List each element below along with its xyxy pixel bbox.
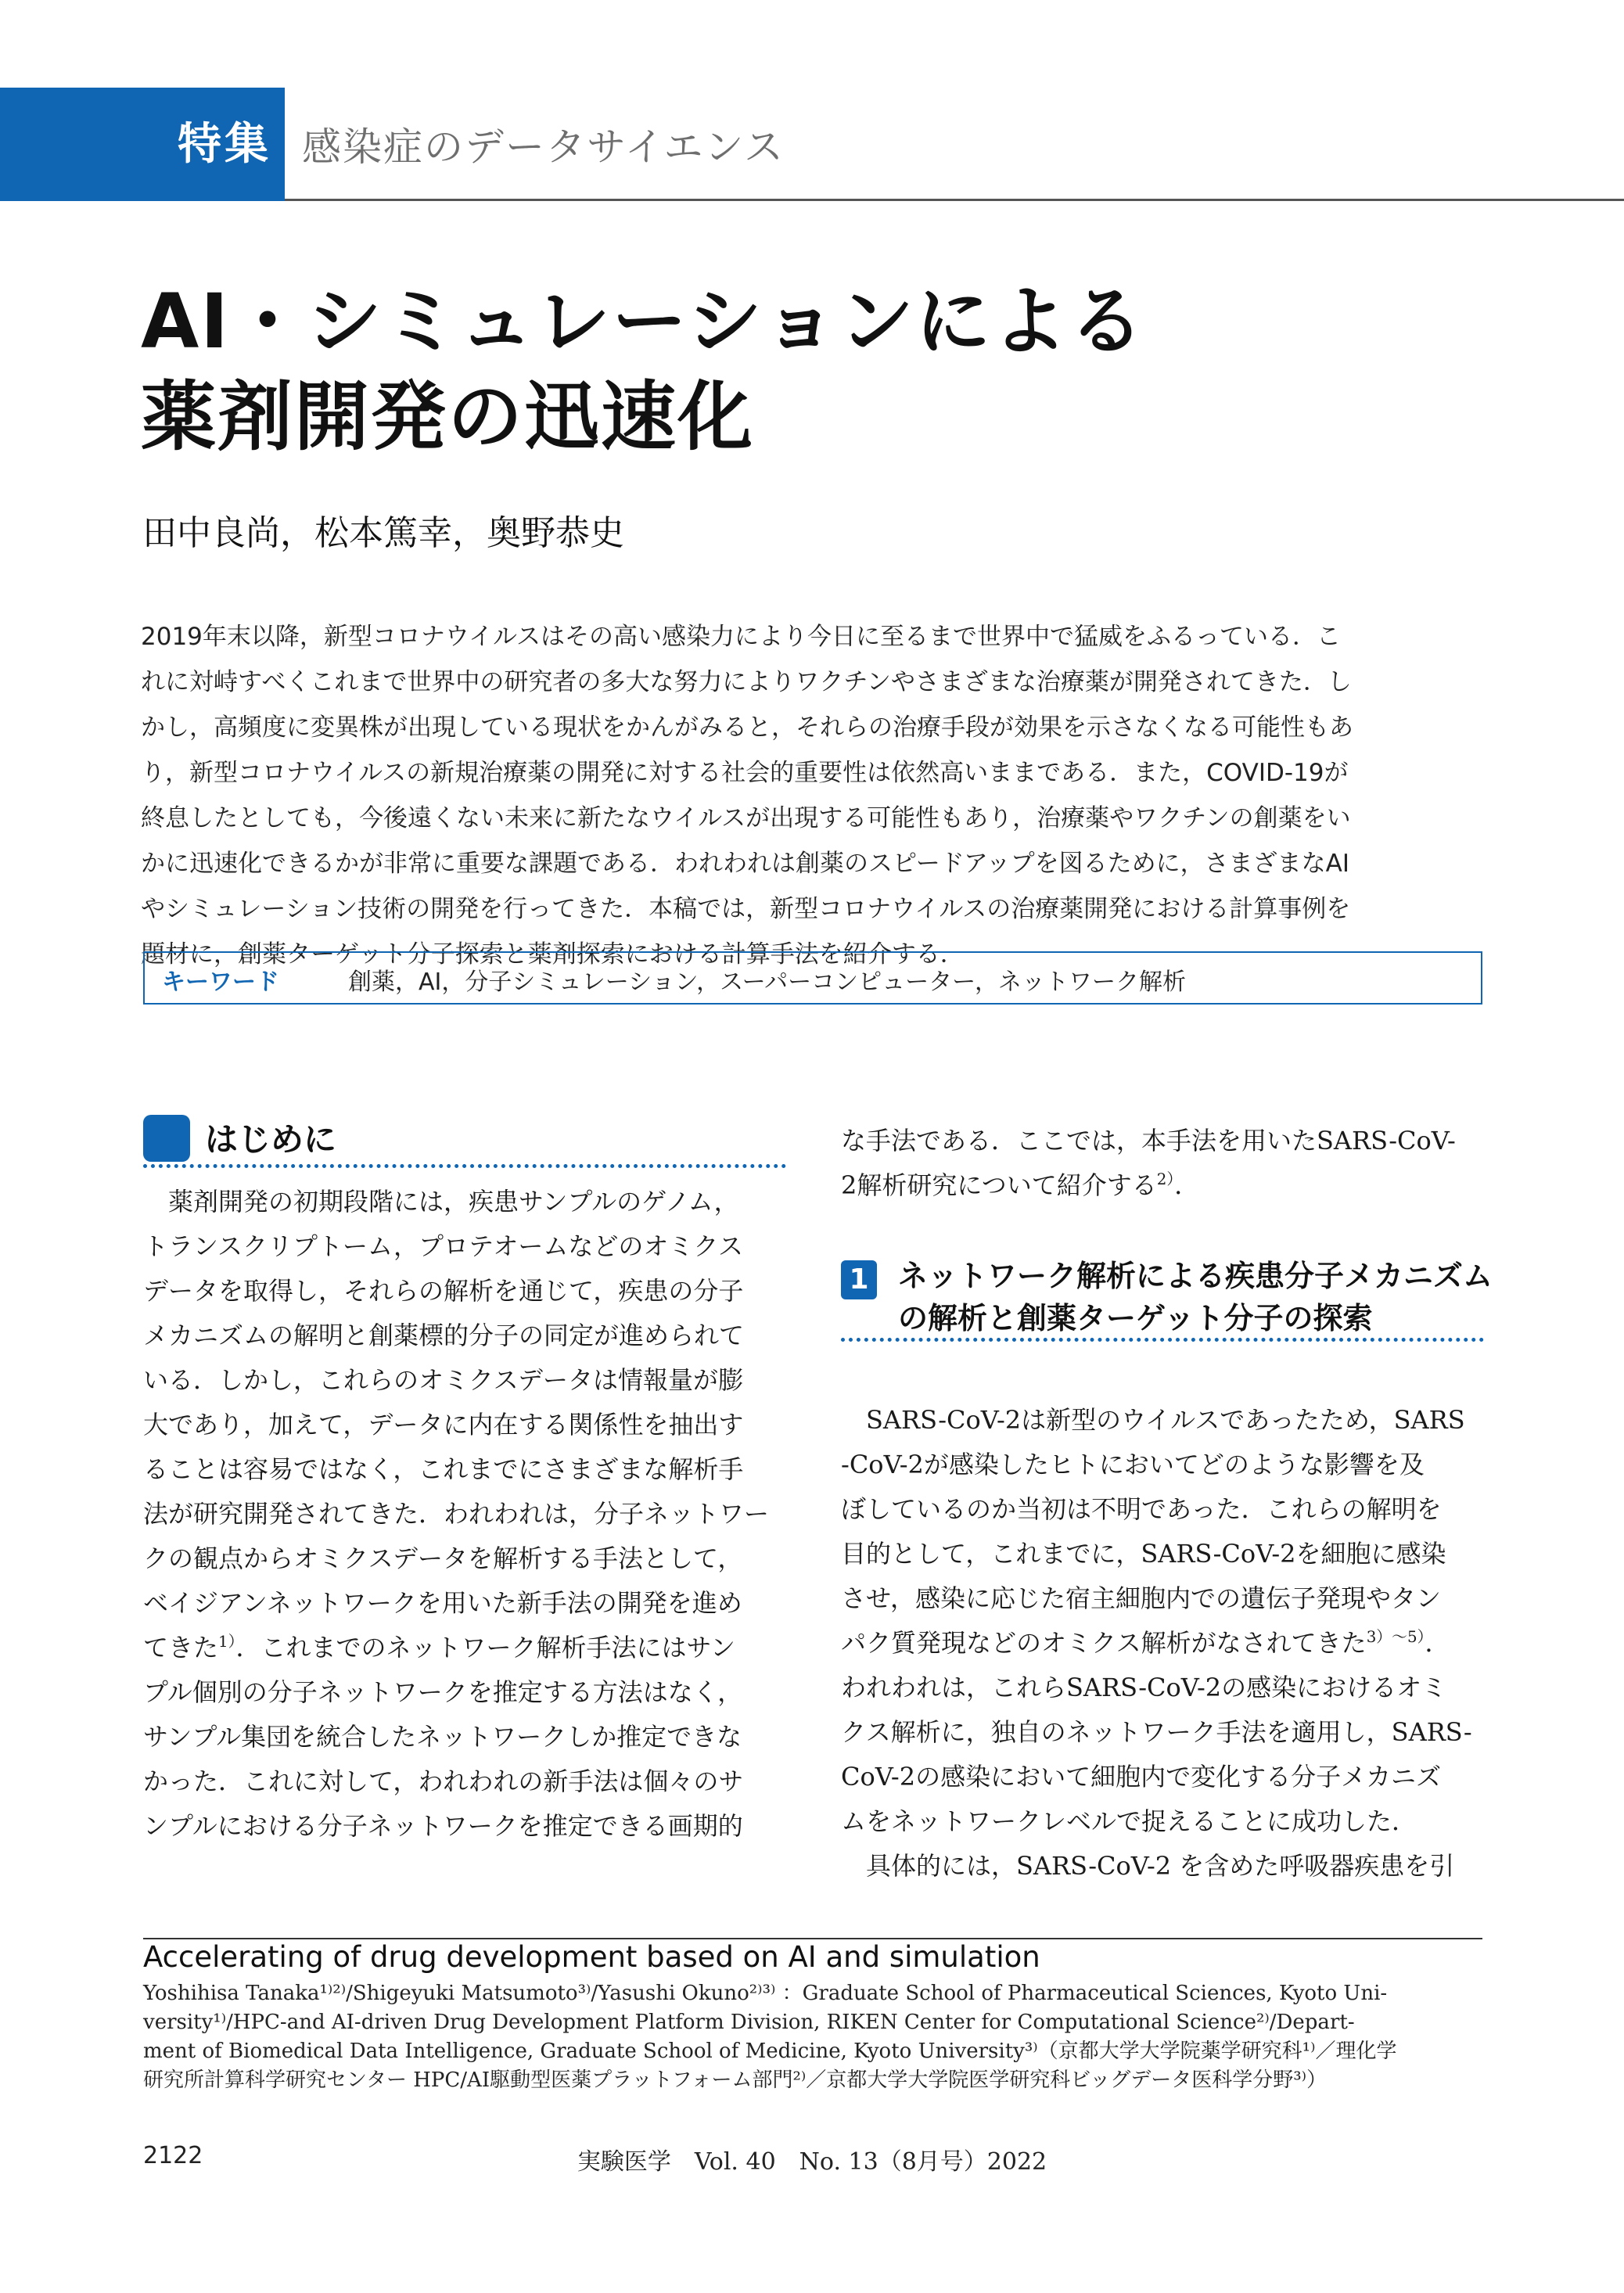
- reference-marker: 3）～5）: [1366, 1628, 1425, 1647]
- left-column-text: [143, 1180, 785, 1849]
- body-line: データを取得し，それらの解析を通じて，疾患の分子: [143, 1276, 744, 1306]
- reference-marker: 2）: [1156, 1170, 1175, 1189]
- body-line: ることは容易ではなく，これまでにさまざまな解析手: [143, 1454, 744, 1484]
- affiliation-line: 研究所計算科学研究センター HPC/AI駆動型医薬プラットフォーム部門²⁾／京都大学大学院医学研究科ビッグデータ医科学分野³⁾）: [143, 2068, 1328, 2092]
- body-line: 目的として，これまでに，SARS-CoV-2を細胞に感染: [841, 1539, 1446, 1569]
- page-number: 2122: [143, 2142, 203, 2169]
- section-marker-square: [143, 1115, 190, 1162]
- abstract-line: 終息したとしても，今後遠くない未来に新たなウイルスが出現する可能性もあり，治療薬やワクチンの創薬をい: [141, 804, 1351, 832]
- abstract-line: れに対峙すべくこれまで世界中の研究者の多大な努力によりワクチンやさまざまな治療薬が開発されてきた．し: [141, 668, 1352, 696]
- section-dotted-rule: [143, 1164, 786, 1168]
- keywords-label: キーワード: [162, 969, 279, 996]
- keywords-box: [143, 951, 1482, 1005]
- right-column-text: [841, 1398, 1482, 1889]
- keywords-text: 創薬，AI，分子シミュレーション，スーパーコンピューター，ネットワーク解析: [348, 969, 1186, 996]
- body-text: 2解析研究について紹介する: [841, 1170, 1157, 1200]
- title-line-2: 薬剤開発の迅速化: [141, 373, 754, 461]
- body-line: ンプルにおける分子ネットワークを推定できる画期的: [143, 1811, 743, 1841]
- body-text: てきた: [143, 1633, 219, 1662]
- abstract-line: 題材に，創薬ターゲット分子探索と薬剤探索における計算手法を紹介する．: [141, 940, 965, 969]
- body-line: SARS-CoV-2は新型のウイルスであったため，SARS: [841, 1405, 1465, 1435]
- body-line: -CoV-2が感染したヒトにおいてどのような影響を及: [841, 1450, 1425, 1479]
- affiliation-line: Yoshihisa Tanaka¹⁾²⁾/Shigeyuki Matsumoto³⁾/Yasushi Okuno²⁾³⁾ ：Graduate School of Pharmaceutical Sciences, Kyoto Uni-: [143, 1982, 1388, 2005]
- body-line-with-ref: [143, 1626, 785, 1670]
- abstract-line: かに迅速化できるかが非常に重要な課題である．われわれは創薬のスピードアップを図るために，さまざまなAI: [141, 850, 1350, 878]
- abstract-line: り，新型コロナウイルスの新規治療薬の開発に対する社会的重要性は依然高いままである．また，COVID-19が: [141, 759, 1349, 787]
- journal-citation: 実験医学 Vol. 40 No. 13（8月号）2022: [577, 2148, 1047, 2176]
- section-title-line: の解析と創薬ターゲット分子の探索: [898, 1301, 1373, 1335]
- body-line: 具体的には，SARS-CoV-2 を含めた呼吸器疾患を引: [841, 1851, 1455, 1881]
- authors: 田中良尚，松本篤幸，奥野恭史: [142, 513, 624, 553]
- section-number-badge: 1: [841, 1260, 877, 1299]
- abstract-line: やシミュレーション技術の開発を行ってきた．本稿では，新型コロナウイルスの治療薬開発における計算事例を: [141, 895, 1351, 923]
- body-line: トランスクリプトーム，プロテオームなどのオミクス: [143, 1231, 744, 1261]
- feature-tag: 特集: [178, 119, 271, 170]
- right-column-top-text: [841, 1119, 1482, 1208]
- body-line: プル個別の分子ネットワークを推定する方法はなく，: [143, 1677, 743, 1707]
- section-title-intro: はじめに: [205, 1120, 337, 1159]
- body-line: 大であり，加えて，データに内在する関係性を抽出す: [143, 1410, 744, 1439]
- section-dotted-rule: [841, 1338, 1484, 1342]
- abstract: [141, 614, 1486, 977]
- header-rule: [285, 199, 1624, 201]
- body-text: ．: [1174, 1170, 1200, 1200]
- body-line: いる．しかし，これらのオミクスデータは情報量が膨: [143, 1365, 744, 1395]
- section-title-line: ネットワーク解析による疾患分子メカニズム: [898, 1259, 1493, 1293]
- body-text: ．: [1425, 1628, 1450, 1658]
- body-line: 法が研究開発されてきた．われわれは，分子ネットワー: [143, 1499, 770, 1529]
- body-line: クス解析に，独自のネットワーク手法を適用し，SARS-: [841, 1717, 1472, 1747]
- abstract-line: かし，高頻度に変異株が出現している現状をかんがみると，それらの治療手段が効果を示さなくなる可能性もあ: [141, 713, 1353, 742]
- body-line: 薬剤開発の初期段階には，疾患サンプルのゲノム，: [143, 1187, 739, 1217]
- body-line-with-ref: [841, 1621, 1482, 1666]
- body-line: な手法である．ここでは，本手法を用いたSARS-CoV-: [841, 1126, 1456, 1155]
- body-text: パク質発現などのオミクス解析がなされてきた: [841, 1628, 1367, 1658]
- author-affiliations: [143, 1979, 1482, 2095]
- body-line: かった．これに対して，われわれの新手法は個々のサ: [143, 1766, 744, 1796]
- body-line: ベイジアンネットワークを用いた新手法の開発を進め: [143, 1588, 742, 1618]
- body-line: させ，感染に応じた宿主細胞内での遺伝子発現やタン: [841, 1583, 1442, 1613]
- body-line: ぼしているのか当初は不明であった．これらの解明を: [841, 1494, 1442, 1524]
- body-line-with-ref: [841, 1163, 1482, 1208]
- feature-topic: 感染症のデータサイエンス: [302, 124, 785, 170]
- footer-rule: [143, 1938, 1482, 1939]
- reference-marker: 1）: [218, 1633, 236, 1651]
- affiliation-line: versity¹⁾/HPC-and AI-driven Drug Development Platform Division, RIKEN Center for Computational Science²⁾/Depart-: [143, 2011, 1355, 2034]
- article-title: [141, 274, 1518, 465]
- body-line: メカニズムの解明と創薬標的分子の同定が進められて: [143, 1321, 745, 1350]
- body-line: CoV-2の感染において細胞内で変化する分子メカニズ: [841, 1762, 1442, 1792]
- title-line-1: AI・シミュレーションによる: [141, 278, 1146, 365]
- body-line: サンプル集団を統合したネットワークしか推定できな: [143, 1722, 742, 1752]
- english-title: Accelerating of drug development based on AI and simulation: [143, 1940, 1040, 1974]
- body-line: われわれは，これらSARS-CoV-2の感染におけるオミ: [841, 1673, 1447, 1702]
- body-line: クの観点からオミクスデータを解析する手法として，: [143, 1544, 743, 1573]
- section-title-network: [898, 1255, 1493, 1339]
- abstract-line: 2019年末以降，新型コロナウイルスはその高い感染力により今日に至るまで世界中で猛威をふるっている．こ: [141, 623, 1342, 651]
- affiliation-line: ment of Biomedical Data Intelligence, Graduate School of Medicine, Kyoto University³⁾（京都大学大学院薬学研究科¹⁾／理化学: [143, 2040, 1397, 2063]
- body-line: ムをネットワークレベルで捉えることに成功した．: [841, 1806, 1417, 1836]
- body-text: ．これまでのネットワーク解析手法にはサン: [235, 1633, 735, 1662]
